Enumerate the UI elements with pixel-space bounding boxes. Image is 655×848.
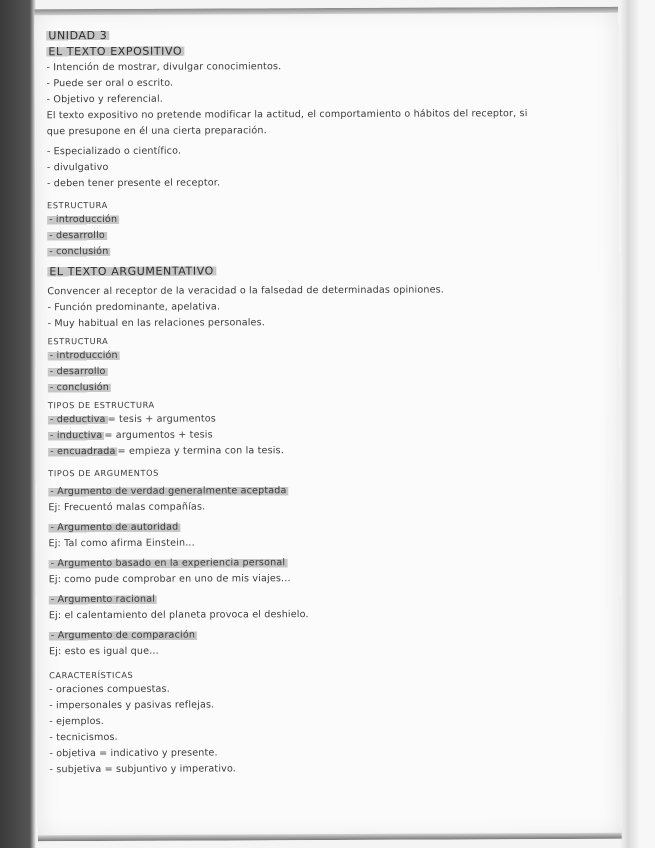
- estructura-item: - introducción: [49, 214, 118, 226]
- note-line: - Especializado o científico.: [46, 146, 182, 158]
- note-line: - Función predominante, apelativa.: [47, 301, 221, 314]
- argumento-example: Ej: esto es igual que...: [48, 646, 159, 658]
- estructura-item: - desarrollo: [49, 366, 106, 378]
- expositivo-heading: EL TEXTO EXPOSITIVO: [48, 44, 183, 59]
- note-line: - deben tener presente el receptor.: [46, 177, 221, 190]
- argumento-example: Ej: Frecuentó malas compañías.: [48, 501, 206, 514]
- argumento-example: Ej: como pude comprobar en uno de mis viajes...: [48, 573, 291, 586]
- tipos-estructura-label: TIPOS DE ESTRUCTURA: [47, 399, 155, 411]
- paragraph-line: que presupone en él una cierta preparación.: [46, 125, 267, 138]
- paragraph-line: El texto expositivo no pretende modificar la actitud, el comportamiento o hábitos del receptor, si: [46, 108, 528, 122]
- tipo-estructura-item: - inductiva = argumentos + tesis: [50, 429, 213, 442]
- caracteristica-item: - subjetiva = subjuntivo y imperativo.: [49, 763, 237, 776]
- note-line: - Objetivo y referencial.: [46, 94, 163, 106]
- caracteristicas-label: CARACTERÍSTICAS: [49, 669, 134, 681]
- estructura-label: ESTRUCTURA: [47, 335, 109, 347]
- tipos-argumentos-label: TIPOS DE ARGUMENTOS: [48, 467, 159, 479]
- argumento-name: - Argumento de verdad generalmente aceptada: [50, 485, 287, 498]
- caracteristica-item: - objetiva = indicativo y presente.: [49, 747, 218, 760]
- caracteristica-item: - tecnicismos.: [49, 732, 118, 744]
- estructura-label: ESTRUCTURA: [47, 199, 108, 211]
- page-edge-top: [34, 7, 618, 16]
- argumento-name: - Argumento de comparación: [50, 629, 196, 642]
- note-line: - Puede ser oral o escrito.: [46, 78, 174, 90]
- argumento-name: - Argumento racional: [50, 594, 156, 606]
- note-line: - Intención de mostrar, divulgar conocimientos.: [46, 61, 282, 74]
- caracteristica-item: - oraciones compuestas.: [49, 684, 170, 696]
- estructura-item: - introducción: [49, 350, 118, 362]
- argumento-name: - Argumento basado en la experiencia personal: [50, 557, 286, 570]
- argumentativo-heading: EL TEXTO ARGUMENTATIVO: [49, 264, 214, 279]
- page-content: [46, 23, 611, 775]
- notebook-page: [34, 7, 622, 842]
- estructura-item: - desarrollo: [49, 230, 105, 242]
- argumento-example: Ej: Tal como afirma Einstein...: [48, 537, 195, 550]
- unit-title: UNIDAD 3: [48, 28, 108, 43]
- argumento-example: Ej: el calentamiento del planeta provoca el deshielo.: [48, 609, 309, 622]
- estructura-item: - conclusión: [49, 246, 109, 258]
- paragraph-line: Convencer al receptor de la veracidad o la falsedad de determinadas opiniones.: [47, 284, 445, 298]
- argumento-name: - Argumento de autoridad: [50, 522, 179, 534]
- note-line: - divulgativo: [46, 162, 109, 174]
- caracteristica-item: - ejemplos.: [49, 716, 104, 728]
- estructura-item: - conclusión: [49, 382, 110, 394]
- tipo-estructura-item: - deductiva = tesis + argumentos: [49, 413, 216, 426]
- note-line: - Muy habitual en las relaciones personales.: [47, 317, 265, 330]
- caracteristica-item: - impersonales y pasivas reflejas.: [49, 699, 215, 712]
- tipo-estructura-item: - encuadrada = empieza y termina con la tesis.: [50, 445, 284, 458]
